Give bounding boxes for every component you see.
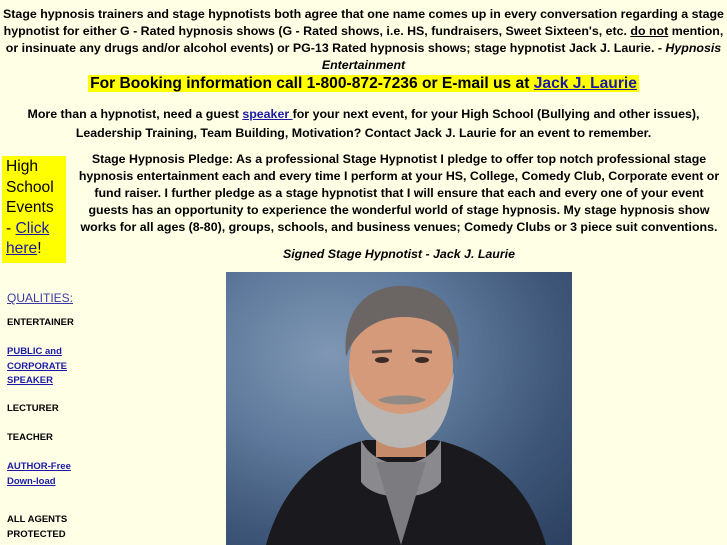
- high-school-events-text: High School Events -: [6, 158, 54, 237]
- more-text-2: for your next event, for your High School (Bullying and other issues), Leadership Training, Team Building, Motivation? Contact Jack J. Laurie for an event to remember.: [75, 107, 700, 140]
- intro-italic: Hypnosis Entertainment: [321, 41, 722, 72]
- booking-highlight: [88, 75, 639, 92]
- portrait-illustration: [226, 272, 572, 545]
- quality-lecturer: LECTURER: [7, 403, 59, 414]
- intro-paragraph: [0, 6, 727, 74]
- high-school-events-box: [2, 156, 66, 263]
- booking-line: [0, 73, 727, 94]
- quality-entertainer: ENTERTAINER: [7, 317, 74, 328]
- click-here-link[interactable]: Click here: [6, 219, 50, 257]
- quality-author: [7, 460, 79, 489]
- quality-agents: ALL AGENTS PROTECTED: [7, 514, 68, 540]
- speaker-link[interactable]: speaker: [242, 107, 293, 121]
- intro-text-2: mention, or insinuate any drugs and/or alcohol events) or PG-13 Rated hypnosis shows; stage hypnotist Jack J. Laurie. -: [5, 24, 724, 55]
- hypnotist-portrait-photo: [226, 272, 572, 545]
- quality-public-speaker: [7, 345, 79, 389]
- intro-underlined: do not: [630, 24, 669, 38]
- booking-text: For Booking information call 1-800-872-7236 or E-mail us at: [90, 75, 534, 92]
- quality-teacher: TEACHER: [7, 432, 53, 443]
- exclamation: !: [37, 240, 42, 257]
- stage-hypnosis-pledge: Stage Hypnosis Pledge: As a professional Stage Hypnotist I pledge to offer top notch professional stage hypnosis entertainment each and every time I perform at your HS, College, Comedy Club, Corporate event or fund raiser. I further pledge as a stage hypnotist that I will ensure that each and every one of your event guests has an opportunity to experience the wonderful world of stage hypnosis. My stage hypnosis show works for all ages (8-80), groups, schools, and business venues; Comedy Clubs or 3 piece suit conventions.: [78, 152, 720, 234]
- intro-text-1: Stage hypnosis trainers and stage hypnotists both agree that one name comes up in every conversation regarding a stage hypnotist for either G - Rated hypnosis shows (G - Rated shows, i.e. HS, fundraisers, Sweet Sixteen's, etc.: [3, 7, 724, 38]
- author-download-link[interactable]: AUTHOR-Free Down-load: [7, 461, 71, 487]
- public-speaker-link[interactable]: PUBLIC and CORPORATE SPEAKER: [7, 346, 67, 386]
- qualities-heading: QUALITIES:: [7, 291, 74, 305]
- more-text-1: More than a hypnotist, need a guest: [27, 107, 243, 121]
- signed-line: Signed Stage Hypnotist - Jack J. Laurie: [282, 247, 516, 261]
- email-link[interactable]: Jack J. Laurie: [533, 75, 637, 92]
- guest-speaker-paragraph: [0, 105, 727, 143]
